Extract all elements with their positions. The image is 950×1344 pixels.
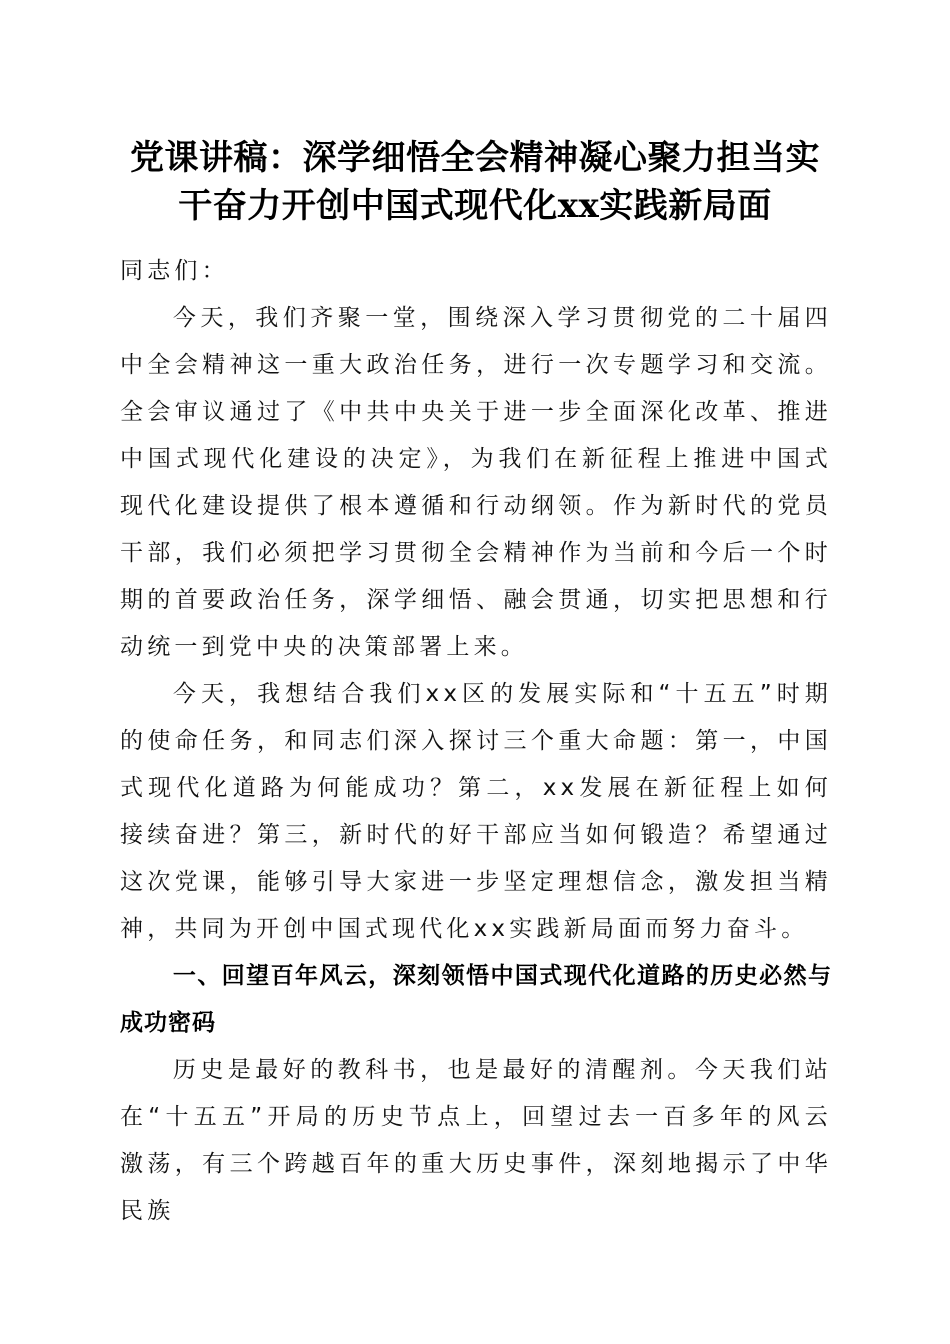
section-1-paragraph: 历史是最好的教科书，也是最好的清醒剂。今天我们站在“十五五”开局的历史节点上，回望过去一百多年的风云激荡，有三个跨越百年的重大历史事件，深刻地揭示了中华民族	[120, 1057, 832, 1224]
intro-paragraph-1: 今天，我们齐聚一堂，围绕深入学习贯彻党的二十届四中全会精神这一重大政治任务，进行一次专题学习和交流。全会审议通过了《中共中央关于进一步全面深化改革、推进中国式现代化建设的决定》，为我们在新征程上推进中国式现代化建设提供了根本遵循和行动纲领。作为新时代的党员干部，我们必须把学习贯彻全会精神作为当前和今后一个时期的首要政治任务，深学细悟、融会贯通，切实把思想和行动统一到党中央的决策部署上来。	[120, 305, 832, 660]
title-line-2: 干奋力开创中国式现代化xx实践新局面	[178, 186, 772, 226]
document-body	[120, 248, 832, 1235]
section-heading-1: 一、回望百年风云，深刻领悟中国式现代化道路的历史必然与成功密码	[120, 963, 832, 1036]
salutation: 同志们：	[120, 258, 229, 284]
intro-paragraph-2: 今天，我想结合我们xx区的发展实际和“十五五”时期的使命任务，和同志们深入探讨三个重大命题：第一，中国式现代化道路为何能成功？第二，xx发展在新征程上如何接续奋进？第三，新时代的好干部应当如何锻造？希望通过这次党课，能够引导大家进一步坚定理想信念，激发担当精神，共同为开创中国式现代化xx实践新局面而努力奋斗。	[120, 681, 832, 942]
title-line-1: 党课讲稿：深学细悟全会精神凝心聚力担当实	[130, 138, 820, 178]
document-title	[100, 134, 850, 230]
